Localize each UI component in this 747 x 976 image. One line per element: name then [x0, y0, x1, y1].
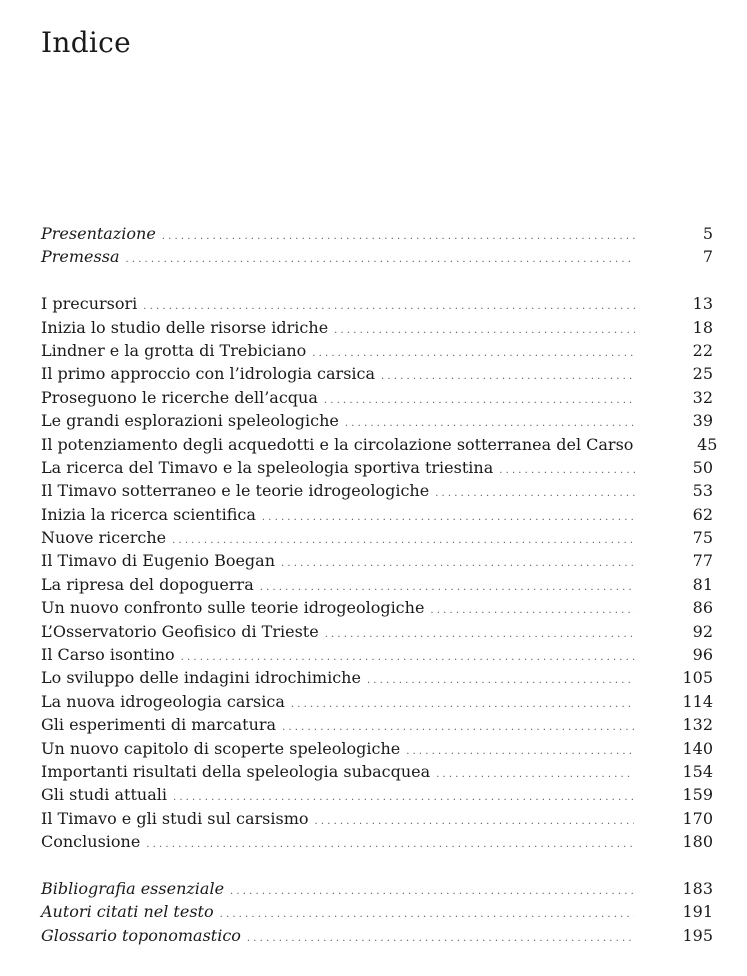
toc-entry-page-number: 62 — [692, 504, 713, 524]
toc-entry — [41, 573, 713, 596]
toc-entry-page-number: 75 — [692, 528, 713, 548]
dot-leader — [315, 810, 635, 833]
toc-entry — [41, 245, 713, 268]
toc-entry — [41, 737, 713, 760]
toc-entry-title: Il Timavo sotterraneo e le teorie idrogeologiche — [41, 481, 430, 501]
toc-entry-title: Il Carso isontino — [41, 645, 175, 665]
toc-entry-page-number: 86 — [692, 598, 713, 618]
toc-entry — [41, 924, 713, 947]
toc-entry — [41, 339, 713, 362]
toc-entry — [41, 409, 713, 432]
dot-leader — [291, 693, 635, 716]
toc-section — [41, 877, 713, 947]
toc-entry-page-number: 92 — [692, 621, 713, 641]
toc-entry-title: Il primo approccio con l’idrologia carsica — [41, 364, 376, 384]
toc-entry-title: Glossario toponomastico — [41, 925, 241, 945]
toc-entry-page-number: 53 — [692, 481, 713, 501]
toc-entry-page-number: 170 — [682, 808, 713, 828]
toc-entry-page-number: 195 — [682, 925, 713, 945]
toc-entry-page-number: 105 — [682, 668, 713, 688]
dot-leader — [220, 903, 635, 926]
toc-entry — [41, 643, 713, 666]
toc-entry — [41, 830, 713, 853]
toc-entry-title: Un nuovo confronto sulle teorie idrogeologiche — [41, 598, 425, 618]
toc-entry — [41, 386, 713, 409]
toc-entry-title: Le grandi esplorazioni speleologiche — [41, 411, 339, 431]
toc-entry-title: Importanti risultati della speleologia subacquea — [41, 761, 431, 781]
toc-entry-title: Proseguono le ricerche dell’acqua — [41, 387, 318, 407]
dot-leader — [430, 599, 635, 622]
toc-entry-page-number: 159 — [682, 785, 713, 805]
toc-entry-title: Gli esperimenti di marcatura — [41, 715, 277, 735]
toc-entry-title: Bibliografia essenziale — [41, 878, 225, 898]
toc-entry — [41, 503, 713, 526]
dot-leader — [435, 482, 635, 505]
toc-entry-page-number: 7 — [702, 247, 713, 267]
toc-entry-page-number: 32 — [692, 387, 713, 407]
toc-entry-title: Gli studi attuali — [41, 785, 167, 805]
toc-entry-title: La nuova idrogeologia carsica — [41, 691, 285, 711]
toc-entry — [41, 690, 713, 713]
toc-entry-page-number: 5 — [702, 224, 713, 243]
page-title: Indice — [41, 26, 132, 59]
toc-entry-page-number: 114 — [682, 691, 713, 711]
dot-leader — [325, 623, 635, 646]
toc-entry-page-number: 13 — [692, 294, 713, 314]
dot-leader — [367, 669, 635, 692]
toc-entry — [41, 526, 713, 549]
toc-entry-title: La ripresa del dopoguerra — [41, 574, 254, 594]
toc-entry-title: Il potenziamento degli acquedotti e la circolazione sotterranea del Carso — [41, 434, 634, 454]
toc-entry-page-number: 81 — [692, 574, 713, 594]
toc-entry-page-number: 180 — [682, 832, 713, 852]
toc-entry-title: Presentazione — [41, 224, 156, 243]
toc-entry — [41, 783, 713, 806]
dot-leader — [125, 248, 635, 271]
toc-entry-page-number: 154 — [682, 761, 713, 781]
toc-entry-title: Il Timavo e gli studi sul carsismo — [41, 808, 309, 828]
toc-entry-page-number: 22 — [692, 340, 713, 360]
toc-entry-page-number: 132 — [682, 715, 713, 735]
toc-entry-page-number: 50 — [692, 457, 713, 477]
table-of-contents — [41, 222, 718, 947]
toc-entry — [41, 596, 713, 619]
dot-leader — [281, 552, 635, 575]
toc-entry-title: Il Timavo di Eugenio Boegan — [41, 551, 276, 571]
toc-entry-title: Inizia lo studio delle risorse idriche — [41, 317, 329, 337]
toc-entry-page-number: 77 — [692, 551, 713, 571]
dot-leader — [247, 927, 635, 950]
toc-entry-page-number: 45 — [697, 434, 718, 454]
toc-entry-page-number: 96 — [692, 645, 713, 665]
toc-entry-title: Inizia la ricerca scientifica — [41, 504, 256, 524]
toc-entry — [41, 807, 713, 830]
toc-entry — [41, 362, 713, 385]
toc-entry-title: Lindner e la grotta di Trebiciano — [41, 340, 307, 360]
dot-leader — [230, 880, 634, 903]
dot-leader — [499, 459, 635, 482]
toc-entry-page-number: 183 — [682, 878, 713, 898]
toc-entry-title: Un nuovo capitolo di scoperte speleologiche — [41, 738, 401, 758]
toc-entry — [41, 666, 713, 689]
toc-entry — [41, 900, 713, 923]
toc-entry-title: I precursori — [41, 294, 138, 314]
dot-leader — [324, 389, 635, 412]
toc-entry-page-number: 140 — [682, 738, 713, 758]
toc-entry-title: Lo sviluppo delle indagini idrochimiche — [41, 668, 361, 688]
dot-leader — [406, 740, 634, 763]
dot-leader — [262, 506, 635, 529]
toc-entry-title: Nuove ricerche — [41, 528, 167, 548]
toc-entry — [41, 479, 713, 502]
toc-entry — [41, 877, 713, 900]
toc-entry — [41, 456, 713, 479]
toc-entry — [41, 760, 713, 783]
toc-entry — [41, 292, 713, 315]
toc-entry — [41, 620, 713, 643]
dot-leader — [436, 763, 634, 786]
toc-entry-title: Premessa — [41, 247, 120, 267]
toc-entry — [41, 433, 718, 456]
toc-section — [41, 292, 718, 853]
toc-entry-page-number: 191 — [682, 902, 713, 922]
dot-leader — [381, 365, 635, 388]
dot-leader — [162, 225, 635, 248]
dot-leader — [334, 319, 635, 342]
toc-entry-title: L’Osservatorio Geofisico di Trieste — [41, 621, 319, 641]
toc-entry — [41, 222, 713, 245]
toc-entry — [41, 549, 713, 572]
toc-entry-page-number: 39 — [692, 411, 713, 431]
toc-entry-title: Conclusione — [41, 832, 141, 852]
toc-entry — [41, 713, 713, 736]
toc-entry-page-number: 25 — [692, 364, 713, 384]
toc-entry-title: Autori citati nel testo — [41, 902, 214, 922]
toc-entry — [41, 316, 713, 339]
toc-entry-title: La ricerca del Timavo e la speleologia sportiva triestina — [41, 457, 494, 477]
dot-leader — [146, 833, 634, 856]
toc-section — [41, 222, 713, 269]
toc-entry-page-number: 18 — [692, 317, 713, 337]
